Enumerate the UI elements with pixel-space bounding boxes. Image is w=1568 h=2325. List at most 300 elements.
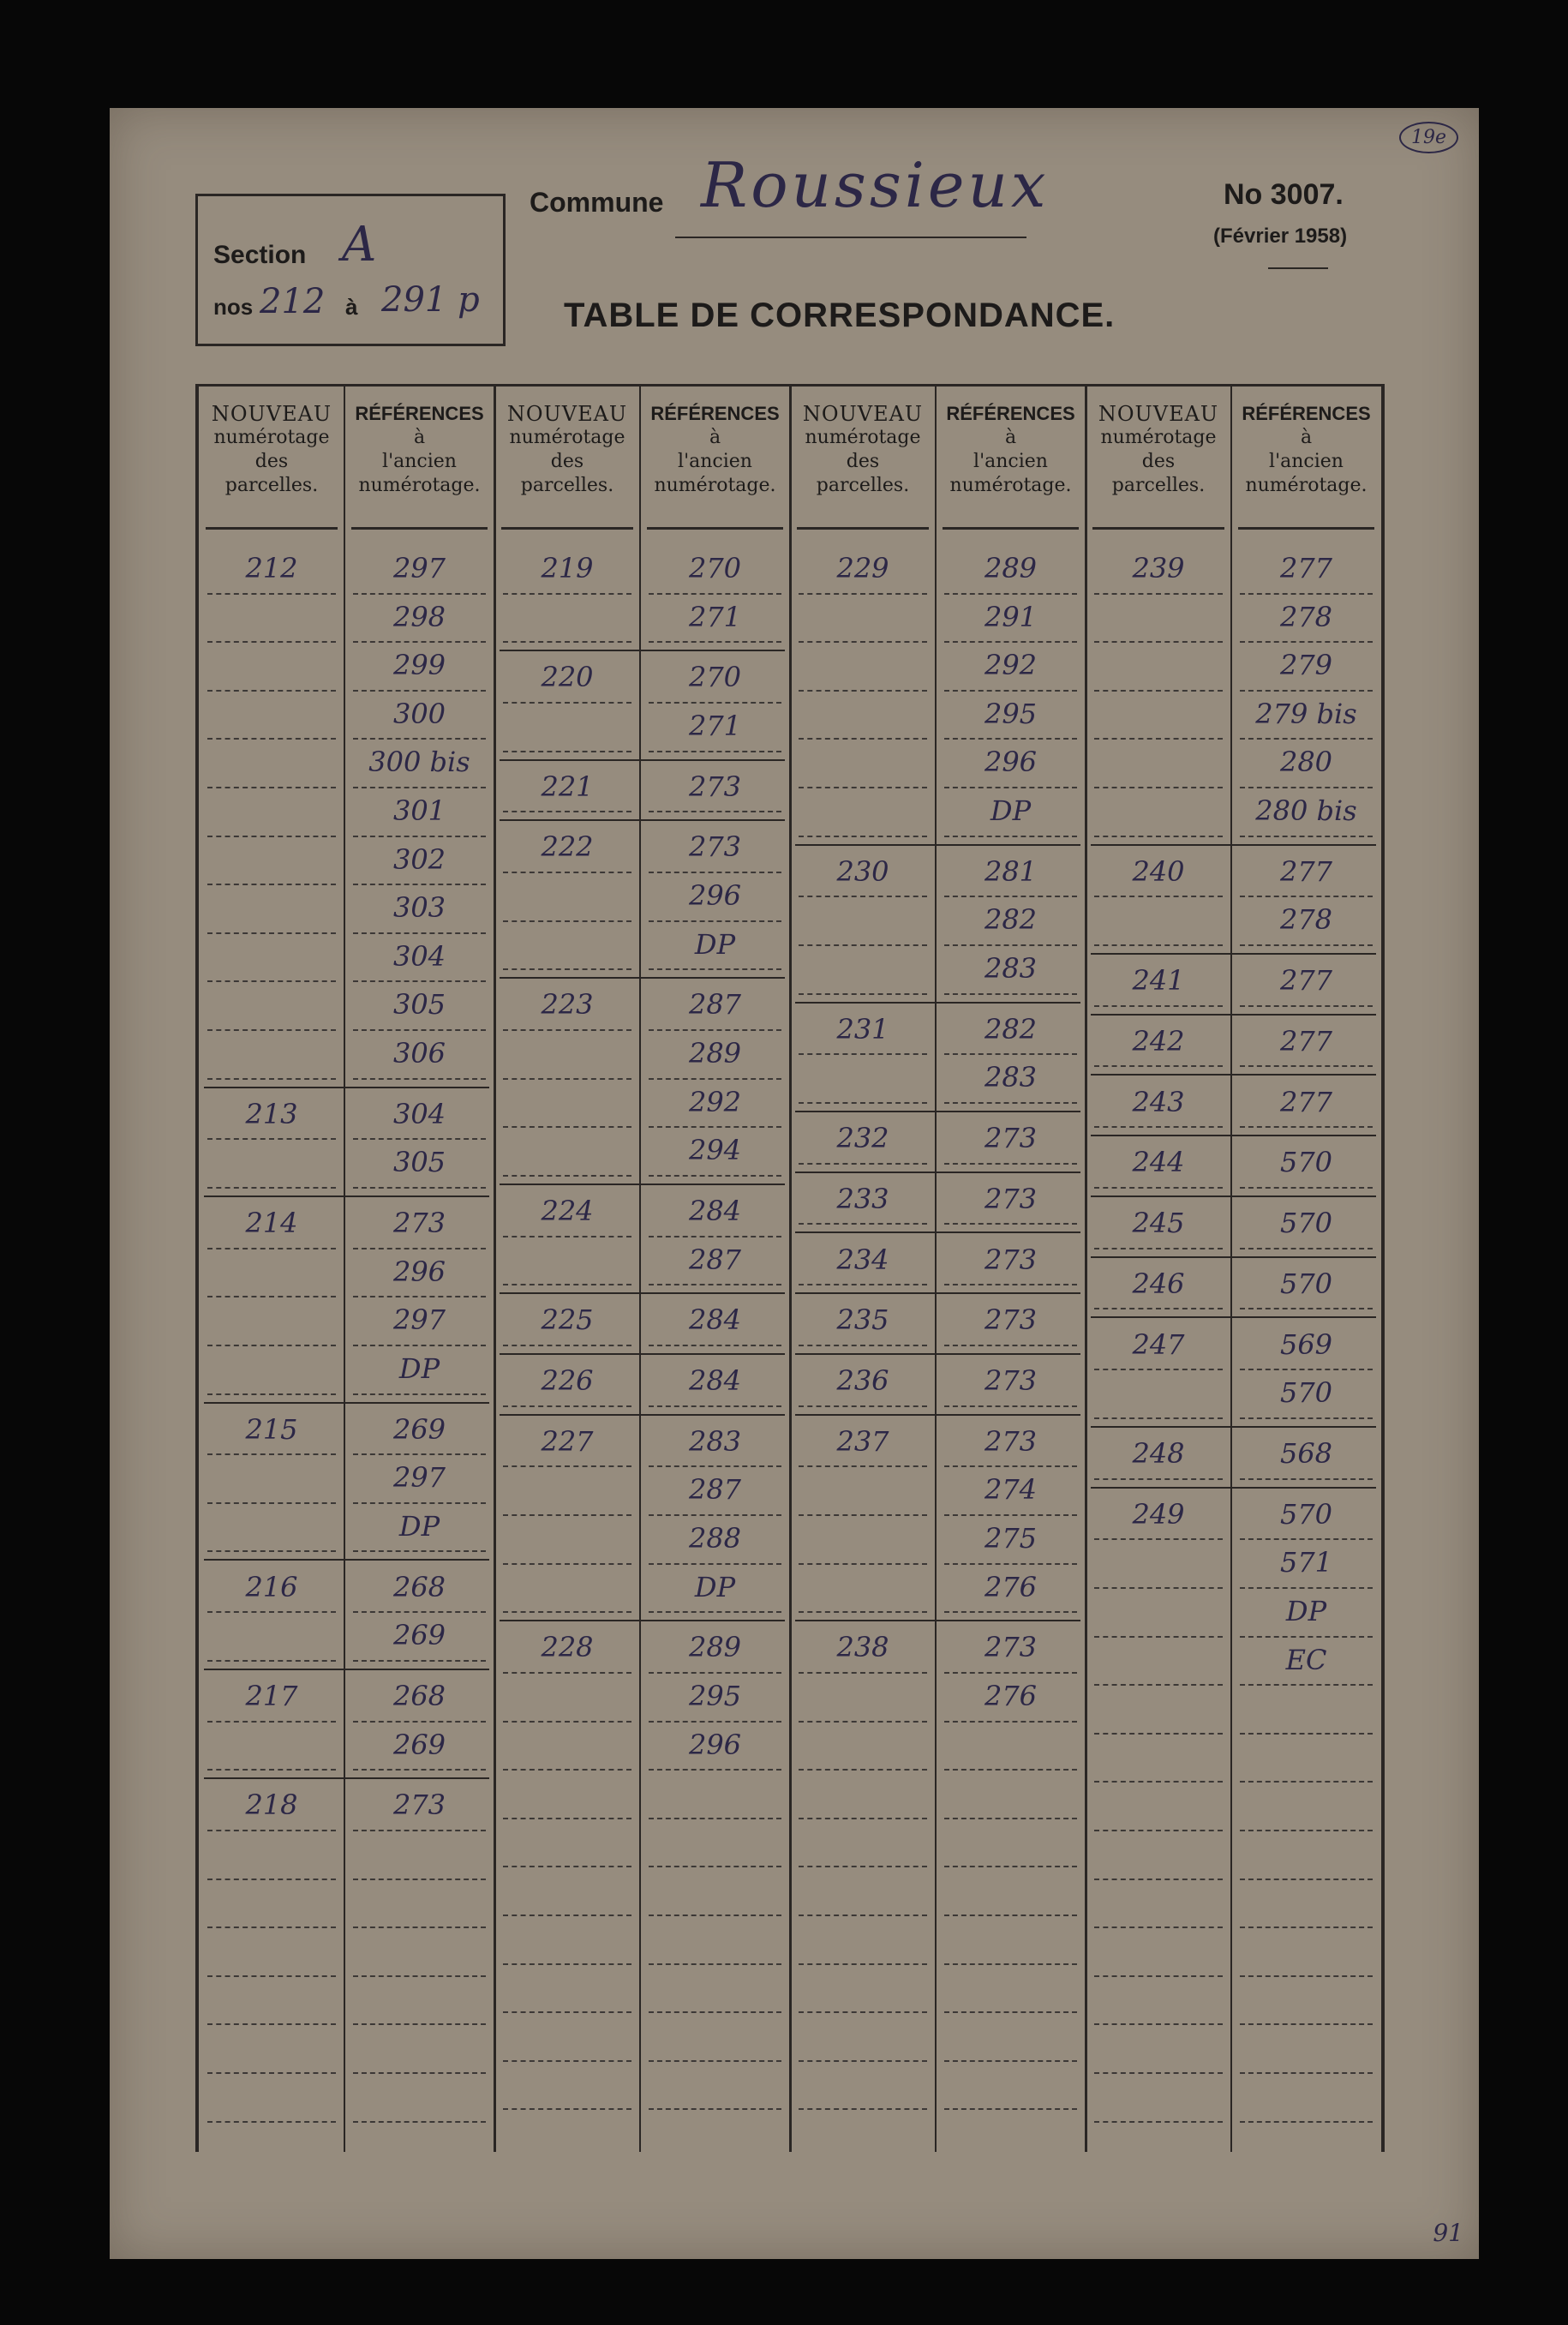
old-reference: 295 — [688, 1679, 742, 1712]
group-separator — [795, 1620, 1080, 1621]
dotted-rule — [353, 1345, 486, 1346]
dotted-rule — [649, 872, 781, 873]
old-reference: 570 — [1279, 1497, 1333, 1531]
group-separator — [1091, 1256, 1376, 1258]
dotted-rule — [649, 920, 781, 922]
dotted-rule — [1240, 690, 1373, 692]
dotted-rule — [353, 1660, 486, 1662]
dotted-rule — [1240, 1781, 1373, 1783]
old-reference: 294 — [688, 1134, 742, 1167]
dotted-rule — [944, 1721, 1077, 1723]
header-line: RÉFÉRENCES — [355, 403, 484, 424]
dotted-rule — [799, 1102, 927, 1104]
old-reference: 277 — [1279, 854, 1333, 888]
dotted-rule — [1094, 1830, 1223, 1831]
old-reference: 270 — [688, 552, 742, 584]
old-reference: 273 — [984, 1364, 1038, 1398]
header-new-numbering — [1086, 402, 1231, 498]
dotted-rule — [1240, 1538, 1373, 1540]
dotted-rule — [503, 811, 631, 812]
dotted-rule — [1240, 2023, 1373, 2025]
dotted-rule — [944, 1223, 1077, 1225]
dotted-rule — [353, 980, 486, 982]
new-parcel-number: 212 — [245, 552, 298, 584]
dotted-rule — [207, 1078, 336, 1080]
dotted-rule — [503, 1721, 631, 1723]
dotted-rule — [649, 1126, 781, 1128]
header-new-numbering — [494, 402, 640, 498]
dotted-rule — [1094, 1587, 1223, 1589]
dotted-rule — [649, 641, 781, 643]
header-line: RÉFÉRENCES — [1242, 403, 1371, 424]
dotted-rule — [944, 1514, 1077, 1516]
old-reference: 570 — [1279, 1146, 1333, 1179]
dotted-rule — [503, 920, 631, 922]
dotted-rule — [503, 1915, 631, 1916]
header-old-references — [936, 402, 1086, 498]
group-separator — [500, 819, 785, 821]
dotted-rule — [649, 1963, 781, 1965]
dotted-rule — [207, 1187, 336, 1189]
group-separator — [795, 1353, 1080, 1355]
section-box — [195, 194, 506, 346]
dotted-rule — [503, 1345, 631, 1346]
dotted-rule — [353, 1550, 486, 1552]
range-separator: à — [345, 294, 358, 320]
new-parcel-number: 244 — [1132, 1146, 1185, 1179]
dotted-rule — [799, 690, 927, 692]
range-to: 291 p — [381, 280, 480, 320]
new-parcel-number: 229 — [836, 552, 889, 584]
dotted-rule — [353, 1453, 486, 1455]
group-separator — [500, 1620, 785, 1621]
dotted-rule — [649, 1514, 781, 1516]
dotted-rule — [1094, 738, 1223, 740]
dotted-rule — [1240, 1187, 1373, 1189]
old-reference: 299 — [392, 649, 446, 682]
new-parcel-number: 236 — [836, 1364, 889, 1398]
dotted-rule — [649, 1236, 781, 1237]
dotted-rule — [353, 1078, 486, 1080]
new-parcel-number: 243 — [1132, 1085, 1185, 1118]
dotted-rule — [799, 1721, 927, 1723]
dotted-rule — [1094, 1126, 1223, 1128]
old-reference: 274 — [984, 1473, 1038, 1507]
old-reference: 283 — [984, 951, 1038, 985]
dotted-rule — [649, 751, 781, 752]
dotted-rule — [799, 1563, 927, 1565]
dotted-rule — [799, 2108, 927, 2110]
dotted-rule — [649, 1284, 781, 1285]
new-parcel-number: 233 — [836, 1182, 889, 1215]
header-old-references — [344, 402, 494, 498]
new-parcel-number: 231 — [836, 1012, 889, 1046]
old-reference: 300 bis — [368, 746, 470, 779]
dotted-rule — [649, 1078, 781, 1080]
dotted-rule — [207, 980, 336, 982]
page-number: 91 — [1433, 2219, 1463, 2247]
dotted-rule — [944, 2060, 1077, 2062]
group-separator — [795, 844, 1080, 846]
header-line: l'ancien — [973, 451, 1048, 472]
dotted-rule — [207, 1138, 336, 1140]
old-reference: 305 — [392, 1146, 446, 1179]
new-parcel-number: 248 — [1132, 1436, 1185, 1470]
group-separator — [204, 1777, 489, 1779]
header-line: des — [254, 451, 289, 472]
old-reference: DP — [398, 1351, 440, 1385]
dotted-rule — [649, 2060, 781, 2062]
dotted-rule — [207, 1248, 336, 1249]
dotted-rule — [649, 593, 781, 595]
date-underline — [1268, 267, 1328, 269]
dotted-rule — [649, 1345, 781, 1346]
dotted-rule — [503, 872, 631, 873]
dotted-rule — [353, 690, 486, 692]
dotted-rule — [207, 2121, 336, 2123]
dotted-rule — [207, 1296, 336, 1297]
old-reference: 280 bis — [1255, 794, 1357, 827]
dotted-rule — [944, 787, 1077, 788]
dotted-rule — [799, 1818, 927, 1819]
old-reference: EC — [1285, 1643, 1327, 1676]
old-reference: 283 — [984, 1061, 1038, 1094]
old-reference: 569 — [1279, 1327, 1333, 1361]
old-reference: 281 — [984, 854, 1038, 888]
old-reference: 273 — [984, 1122, 1038, 1155]
dotted-rule — [649, 1866, 781, 1867]
dotted-rule — [944, 2011, 1077, 2013]
new-parcel-number: 225 — [541, 1303, 594, 1337]
dotted-rule — [799, 593, 927, 595]
dotted-rule — [799, 1345, 927, 1346]
dotted-rule — [353, 2121, 486, 2123]
old-reference: 302 — [392, 842, 446, 876]
dotted-rule — [207, 1453, 336, 1455]
dotted-rule — [1240, 1587, 1373, 1589]
old-reference: 295 — [984, 697, 1038, 730]
dotted-rule — [799, 836, 927, 837]
group-separator — [500, 1353, 785, 1355]
dotted-rule — [1094, 1684, 1223, 1686]
header-line: RÉFÉRENCES — [946, 403, 1075, 424]
dotted-rule — [207, 1345, 336, 1346]
old-reference: 287 — [688, 988, 742, 1022]
old-reference: 289 — [688, 1037, 742, 1070]
dotted-rule — [353, 1248, 486, 1249]
dotted-rule — [1094, 1248, 1223, 1249]
old-reference: 273 — [984, 1303, 1038, 1337]
dotted-rule — [1094, 896, 1223, 897]
group-separator — [795, 1414, 1080, 1416]
dotted-rule — [1240, 1636, 1373, 1638]
new-parcel-number: 216 — [245, 1570, 298, 1603]
dotted-rule — [503, 2011, 631, 2013]
dotted-rule — [1240, 836, 1373, 837]
dotted-rule — [799, 1163, 927, 1165]
dotted-rule — [944, 1053, 1077, 1055]
old-reference: 273 — [392, 1207, 446, 1240]
dotted-rule — [503, 1284, 631, 1285]
dotted-rule — [799, 738, 927, 740]
old-reference: 282 — [984, 903, 1038, 937]
dotted-rule — [649, 1818, 781, 1819]
dotted-rule — [649, 811, 781, 812]
dotted-rule — [799, 641, 927, 643]
dotted-rule — [944, 1405, 1077, 1407]
new-parcel-number: 246 — [1132, 1267, 1185, 1300]
old-reference: 279 bis — [1255, 697, 1357, 730]
dotted-rule — [1094, 1369, 1223, 1370]
dotted-rule — [944, 1563, 1077, 1565]
dotted-rule — [353, 1611, 486, 1613]
dotted-rule — [1094, 2072, 1223, 2074]
dotted-rule — [207, 1927, 336, 1928]
dotted-rule — [1240, 1417, 1373, 1419]
section-label: Section — [213, 241, 307, 269]
old-reference: 298 — [392, 600, 446, 633]
dotted-rule — [353, 1138, 486, 1140]
dotted-rule — [207, 1029, 336, 1031]
dotted-rule — [649, 1721, 781, 1723]
dotted-rule — [944, 1284, 1077, 1285]
dotted-rule — [207, 690, 336, 692]
dotted-rule — [353, 593, 486, 595]
header-line: l'ancien — [382, 451, 457, 472]
old-reference: 269 — [392, 1619, 446, 1652]
group-separator — [1091, 1014, 1376, 1016]
dotted-rule — [207, 787, 336, 788]
dotted-rule — [799, 1915, 927, 1916]
old-reference: 280 — [1279, 746, 1333, 779]
header-line: parcelles. — [520, 475, 614, 496]
group-separator — [1091, 953, 1376, 955]
dotted-rule — [353, 1975, 486, 1977]
dotted-rule — [944, 1611, 1077, 1613]
dotted-rule — [1240, 1126, 1373, 1128]
dotted-rule — [1094, 1478, 1223, 1480]
group-separator — [500, 1414, 785, 1416]
header-rule — [1238, 527, 1374, 530]
dotted-rule — [944, 896, 1077, 897]
old-reference: 301 — [392, 794, 446, 827]
dotted-rule — [1240, 1065, 1373, 1067]
group-separator — [1091, 1316, 1376, 1318]
dotted-rule — [353, 1393, 486, 1395]
new-parcel-number: 238 — [836, 1631, 889, 1664]
dotted-rule — [1094, 641, 1223, 643]
group-separator — [500, 1292, 785, 1294]
old-reference: 270 — [688, 661, 742, 694]
header-line: numérotage. — [1245, 475, 1368, 496]
dotted-rule — [1240, 1879, 1373, 1880]
dotted-rule — [353, 738, 486, 740]
old-reference: 296 — [688, 879, 742, 913]
dotted-rule — [503, 2108, 631, 2110]
group-separator — [1091, 1426, 1376, 1428]
old-reference: 271 — [688, 600, 742, 633]
dotted-rule — [1094, 1927, 1223, 1928]
group-separator — [500, 759, 785, 761]
dotted-rule — [1240, 787, 1373, 788]
dotted-rule — [799, 1769, 927, 1771]
old-reference: 289 — [984, 552, 1038, 584]
old-reference: 297 — [392, 1303, 446, 1337]
dotted-rule — [944, 1345, 1077, 1346]
dotted-rule — [944, 1465, 1077, 1467]
dotted-rule — [799, 1672, 927, 1674]
dotted-rule — [353, 1769, 486, 1771]
dotted-rule — [353, 1927, 486, 1928]
dotted-rule — [799, 993, 927, 995]
old-reference: 570 — [1279, 1376, 1333, 1410]
dotted-rule — [799, 2011, 927, 2013]
dotted-rule — [799, 1963, 927, 1965]
commune-value: Roussieux — [701, 149, 1050, 221]
header-line: numérotage — [1100, 427, 1217, 448]
dotted-rule — [1094, 1065, 1223, 1067]
dotted-rule — [1094, 1636, 1223, 1638]
new-parcel-number: 230 — [836, 854, 889, 888]
dotted-rule — [1094, 690, 1223, 692]
dotted-rule — [207, 1830, 336, 1831]
old-reference: 276 — [984, 1570, 1038, 1603]
dotted-rule — [503, 1236, 631, 1237]
header-line: des — [846, 451, 880, 472]
new-parcel-number: 235 — [836, 1303, 889, 1337]
group-separator — [1091, 1487, 1376, 1489]
dotted-rule — [207, 738, 336, 740]
dotted-rule — [503, 1611, 631, 1613]
dotted-rule — [944, 2108, 1077, 2110]
header-line: numérotage. — [654, 475, 776, 496]
dotted-rule — [944, 836, 1077, 837]
header-new-numbering — [790, 402, 936, 498]
dotted-rule — [649, 2011, 781, 2013]
old-reference: 296 — [688, 1728, 742, 1761]
dotted-rule — [649, 968, 781, 970]
dotted-rule — [944, 738, 1077, 740]
old-reference: DP — [694, 927, 736, 961]
old-reference: 268 — [392, 1679, 446, 1712]
dotted-rule — [353, 787, 486, 788]
old-reference: 568 — [1279, 1436, 1333, 1470]
group-separator — [795, 1231, 1080, 1233]
dotted-rule — [944, 944, 1077, 946]
header-rule — [797, 527, 929, 530]
dotted-rule — [207, 1393, 336, 1395]
dotted-rule — [799, 1223, 927, 1225]
dotted-rule — [207, 1550, 336, 1552]
document-sheet — [110, 108, 1479, 2259]
dotted-rule — [1094, 944, 1223, 946]
dotted-rule — [649, 1465, 781, 1467]
new-parcel-number: 234 — [836, 1243, 889, 1276]
dotted-rule — [1240, 1248, 1373, 1249]
old-reference: 275 — [984, 1522, 1038, 1555]
dotted-rule — [1094, 1538, 1223, 1540]
dotted-rule — [1240, 1369, 1373, 1370]
dotted-rule — [1240, 1684, 1373, 1686]
dotted-rule — [799, 1465, 927, 1467]
group-separator — [500, 977, 785, 979]
dotted-rule — [207, 1721, 336, 1723]
old-reference: 296 — [984, 746, 1038, 779]
header-line: des — [550, 451, 584, 472]
new-parcel-number: 245 — [1132, 1207, 1185, 1240]
dotted-rule — [1094, 1879, 1223, 1880]
header-line: NOUVEAU — [802, 402, 924, 426]
dotted-rule — [503, 968, 631, 970]
old-reference: 288 — [688, 1522, 742, 1555]
header-line: numérotage — [805, 427, 921, 448]
old-reference: 304 — [392, 939, 446, 973]
dotted-rule — [503, 1818, 631, 1819]
new-parcel-number: 224 — [541, 1194, 594, 1227]
dotted-rule — [353, 1721, 486, 1723]
dotted-rule — [649, 1915, 781, 1916]
dotted-rule — [1094, 1417, 1223, 1419]
dotted-rule — [353, 932, 486, 934]
group-separator — [795, 1111, 1080, 1112]
old-reference: 277 — [1279, 964, 1333, 998]
dotted-rule — [944, 1672, 1077, 1674]
commune-underline — [675, 237, 1026, 238]
group-separator — [1091, 844, 1376, 846]
dotted-rule — [1094, 593, 1223, 595]
dotted-rule — [799, 1284, 927, 1285]
dotted-rule — [503, 702, 631, 704]
group-separator — [1091, 1195, 1376, 1197]
old-reference: 306 — [392, 1037, 446, 1070]
dotted-rule — [353, 2023, 486, 2025]
dotted-rule — [944, 1102, 1077, 1104]
header-old-references — [1231, 402, 1381, 498]
group-separator — [795, 1292, 1080, 1294]
dotted-rule — [503, 641, 631, 643]
dotted-rule — [944, 1818, 1077, 1819]
header-rule — [943, 527, 1079, 530]
new-parcel-number: 227 — [541, 1424, 594, 1458]
old-reference: 305 — [392, 988, 446, 1022]
dotted-rule — [944, 593, 1077, 595]
old-reference: 273 — [984, 1631, 1038, 1664]
header-rule — [351, 527, 488, 530]
dotted-rule — [503, 1029, 631, 1031]
dotted-rule — [1094, 787, 1223, 788]
old-reference: 570 — [1279, 1267, 1333, 1300]
new-parcel-number: 247 — [1132, 1327, 1185, 1361]
dotted-rule — [1240, 2072, 1373, 2074]
old-reference: 273 — [688, 770, 742, 803]
dotted-rule — [944, 1915, 1077, 1916]
section-value: A — [342, 217, 377, 273]
old-reference: 273 — [984, 1424, 1038, 1458]
new-parcel-number: 219 — [541, 552, 594, 584]
dotted-rule — [649, 1672, 781, 1674]
new-parcel-number: 217 — [245, 1679, 298, 1712]
old-reference: DP — [398, 1509, 440, 1543]
dotted-rule — [1240, 1308, 1373, 1309]
dotted-rule — [1240, 1975, 1373, 1977]
dotted-rule — [503, 1514, 631, 1516]
header-line: numérotage. — [949, 475, 1072, 496]
old-reference: DP — [1285, 1594, 1327, 1627]
new-parcel-number: 213 — [245, 1097, 298, 1130]
old-reference: 278 — [1279, 903, 1333, 937]
dotted-rule — [1094, 836, 1223, 837]
old-reference: 287 — [688, 1243, 742, 1276]
